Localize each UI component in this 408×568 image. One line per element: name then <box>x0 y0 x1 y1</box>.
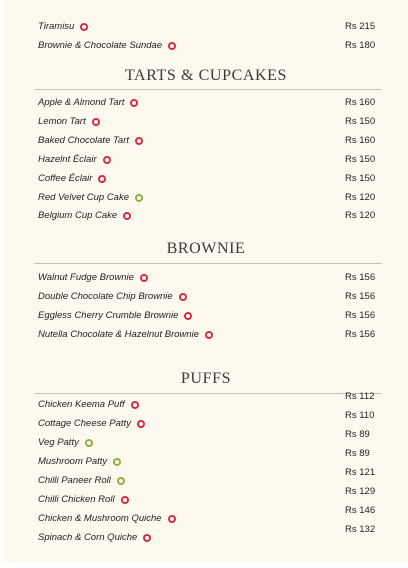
nonveg-marker-icon <box>140 274 148 282</box>
item-price: Rs 146 <box>345 505 376 516</box>
item-price: Rs 160 <box>345 97 376 108</box>
item-price: Rs 156 <box>345 272 376 283</box>
menu-item <box>38 417 145 431</box>
item-name: Chilli Paneer Roll <box>38 475 111 486</box>
nonveg-marker-icon <box>131 401 139 409</box>
item-price: Rs 156 <box>345 310 376 321</box>
item-price: Rs 112 <box>345 391 375 402</box>
item-price: Rs 120 <box>345 210 376 221</box>
section-title-tarts: TARTS & CUPCAKES <box>124 67 288 84</box>
section-divider <box>34 263 382 264</box>
item-price: Rs 129 <box>345 486 376 497</box>
item-price: Rs 150 <box>345 116 376 127</box>
item-name: Red Velvet Cup Cake <box>38 192 130 203</box>
item-price: Rs 156 <box>345 329 376 340</box>
nonveg-marker-icon <box>92 118 100 126</box>
item-name: Chilli Chicken Roll <box>38 494 115 505</box>
item-price: Rs 215 <box>345 21 376 32</box>
section-divider <box>34 89 382 90</box>
item-name: Cottage Cheese Patty <box>38 418 131 429</box>
veg-marker-icon <box>85 439 93 447</box>
nonveg-marker-icon <box>123 212 131 220</box>
menu-item <box>38 134 143 148</box>
item-name: Brownie & Chocolate Sundae <box>38 40 163 51</box>
menu-item <box>38 153 111 167</box>
menu-item <box>38 309 192 323</box>
item-name: Double Chocolate Chip Brownie <box>38 291 173 302</box>
veg-marker-icon <box>113 458 121 466</box>
item-price: Rs 89 <box>345 429 370 440</box>
menu-item <box>38 474 125 488</box>
nonveg-marker-icon <box>80 23 88 31</box>
nonveg-marker-icon <box>130 99 138 107</box>
menu-item <box>38 436 93 450</box>
item-name: Tiramisu <box>38 21 75 32</box>
nonveg-marker-icon <box>184 312 192 320</box>
item-name: Hazelnt Éclair <box>38 154 97 165</box>
item-price: Rs 156 <box>345 291 376 302</box>
menu-item <box>38 531 151 545</box>
menu-item-brownie-sundae <box>38 39 176 53</box>
nonveg-marker-icon <box>143 534 151 542</box>
item-price: Rs 160 <box>345 135 376 146</box>
item-name: Apple & Almond Tart <box>38 97 125 108</box>
nonveg-marker-icon <box>137 420 145 428</box>
nonveg-marker-icon <box>98 175 106 183</box>
item-price: Rs 110 <box>345 410 375 421</box>
item-name: Lemon Tart <box>38 116 86 127</box>
item-name: Chicken Keema Puff <box>38 399 125 410</box>
item-price: Rs 120 <box>345 192 376 203</box>
item-name: Coffee Éclair <box>38 173 93 184</box>
nonveg-marker-icon <box>103 156 111 164</box>
menu-item <box>38 290 187 304</box>
menu-item <box>38 172 106 186</box>
item-price: Rs 121 <box>345 467 376 478</box>
item-price: Rs 150 <box>345 173 376 184</box>
nonveg-marker-icon <box>168 42 176 50</box>
menu-item <box>38 115 100 129</box>
menu-item <box>38 96 138 110</box>
menu-item <box>38 271 148 285</box>
item-name: Spinach & Corn Quiche <box>38 532 138 543</box>
item-price: Rs 180 <box>345 40 376 51</box>
item-price: Rs 150 <box>345 154 376 165</box>
nonveg-marker-icon <box>121 496 129 504</box>
veg-marker-icon <box>117 477 125 485</box>
menu-item <box>38 209 131 223</box>
item-name: Eggless Cherry Crumble Brownie <box>38 310 179 321</box>
section-divider <box>34 393 382 394</box>
section-title-brownie: BROWNIE <box>166 240 246 257</box>
nonveg-marker-icon <box>205 331 213 339</box>
nonveg-marker-icon <box>179 293 187 301</box>
item-name: Belgium Cup Cake <box>38 210 118 221</box>
item-name: Mushroom Patty <box>38 456 108 467</box>
item-price: Rs 132 <box>345 524 376 535</box>
menu-item-tiramisu <box>38 20 88 34</box>
section-title-puffs: PUFFS <box>180 370 232 387</box>
nonveg-marker-icon <box>135 137 143 145</box>
veg-marker-icon <box>135 194 143 202</box>
item-price: Rs 89 <box>345 448 370 459</box>
menu-item <box>38 493 129 507</box>
item-name: Walnut Fudge Brownie <box>38 272 134 283</box>
item-name: Veg Patty <box>38 437 79 448</box>
nonveg-marker-icon <box>168 515 176 523</box>
item-name: Nutella Chocolate & Hazelnut Brownie <box>38 329 200 340</box>
item-name: Chicken & Mushroom Quiche <box>38 513 162 524</box>
menu-item <box>38 455 121 469</box>
item-name: Baked Chocolate Tart <box>38 135 130 146</box>
menu-item <box>38 328 213 342</box>
menu-item <box>38 398 139 412</box>
menu-item <box>38 191 143 205</box>
menu-item <box>38 512 176 526</box>
menu-page <box>4 0 408 562</box>
